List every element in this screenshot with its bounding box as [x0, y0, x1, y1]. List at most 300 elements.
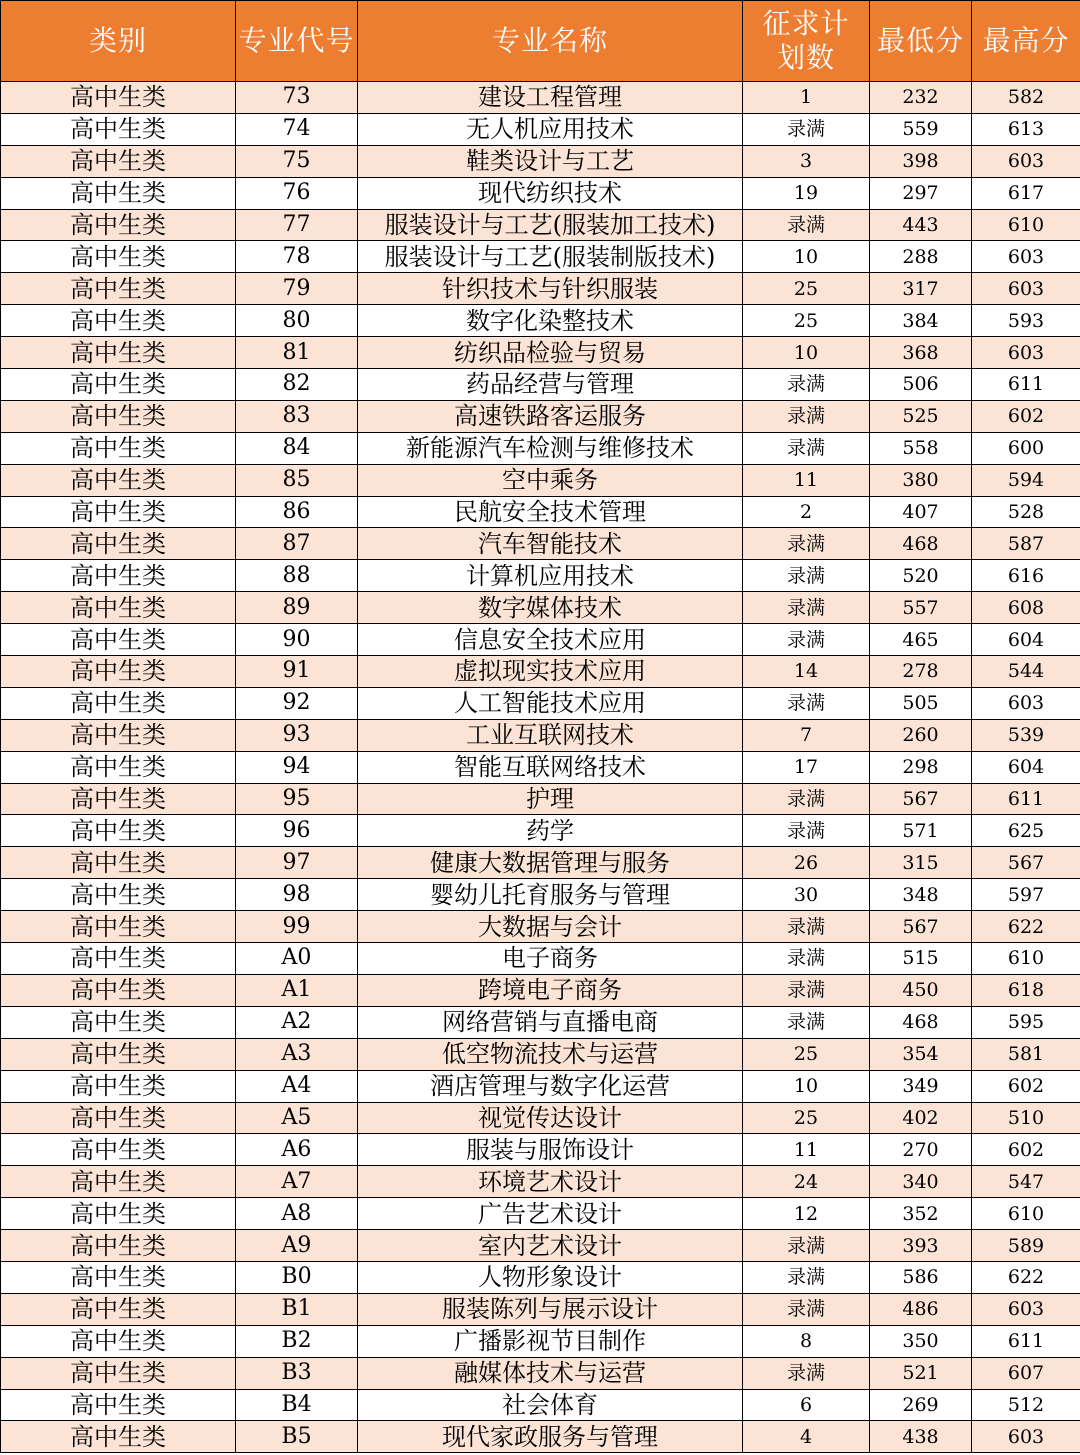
cell-max-score: 611 — [972, 1325, 1080, 1357]
cell-major-name: 人物形象设计 — [358, 1261, 743, 1293]
table-row — [1, 1134, 1080, 1166]
table-row — [1, 687, 1080, 719]
cell-min-score: 352 — [870, 1198, 972, 1230]
header-plan-count: 征求计划数 — [743, 1, 870, 82]
cell-major-name: 大数据与会计 — [358, 911, 743, 943]
cell-plan-count: 录满 — [743, 1357, 870, 1389]
cell-max-score: 594 — [972, 464, 1080, 496]
cell-major-name: 计算机应用技术 — [358, 560, 743, 592]
table-row — [1, 847, 1080, 879]
cell-max-score: 611 — [972, 369, 1080, 401]
header-major-name: 专业名称 — [358, 1, 743, 82]
cell-major-code: A8 — [236, 1198, 358, 1230]
cell-category: 高中生类 — [1, 305, 236, 337]
table-row — [1, 943, 1080, 975]
cell-major-name: 视觉传达设计 — [358, 1102, 743, 1134]
cell-category: 高中生类 — [1, 687, 236, 719]
cell-max-score: 618 — [972, 974, 1080, 1006]
table-row — [1, 560, 1080, 592]
cell-plan-count: 14 — [743, 656, 870, 688]
cell-min-score: 315 — [870, 847, 972, 879]
cell-plan-count: 录满 — [743, 624, 870, 656]
cell-max-score: 510 — [972, 1102, 1080, 1134]
cell-category: 高中生类 — [1, 1421, 236, 1453]
cell-plan-count: 录满 — [743, 113, 870, 145]
cell-max-score: 547 — [972, 1166, 1080, 1198]
cell-category: 高中生类 — [1, 1357, 236, 1389]
cell-major-name: 建设工程管理 — [358, 82, 743, 114]
cell-major-code: 90 — [236, 624, 358, 656]
header-category: 类别 — [1, 1, 236, 82]
cell-min-score: 525 — [870, 400, 972, 432]
cell-max-score: 603 — [972, 241, 1080, 273]
cell-major-name: 融媒体技术与运营 — [358, 1357, 743, 1389]
cell-plan-count: 10 — [743, 1070, 870, 1102]
cell-major-code: 87 — [236, 528, 358, 560]
cell-category: 高中生类 — [1, 1261, 236, 1293]
cell-category: 高中生类 — [1, 432, 236, 464]
cell-major-name: 药学 — [358, 815, 743, 847]
header-min-score: 最低分 — [870, 1, 972, 82]
cell-major-name: 广告艺术设计 — [358, 1198, 743, 1230]
cell-min-score: 571 — [870, 815, 972, 847]
cell-category: 高中生类 — [1, 400, 236, 432]
cell-major-code: A1 — [236, 974, 358, 1006]
cell-min-score: 486 — [870, 1293, 972, 1325]
cell-max-score: 539 — [972, 719, 1080, 751]
cell-major-code: 96 — [236, 815, 358, 847]
table-row — [1, 496, 1080, 528]
cell-category: 高中生类 — [1, 719, 236, 751]
cell-category: 高中生类 — [1, 879, 236, 911]
cell-major-name: 现代家政服务与管理 — [358, 1421, 743, 1453]
table-row — [1, 241, 1080, 273]
cell-category: 高中生类 — [1, 624, 236, 656]
cell-plan-count: 录满 — [743, 400, 870, 432]
cell-min-score: 368 — [870, 337, 972, 369]
cell-min-score: 468 — [870, 528, 972, 560]
cell-category: 高中生类 — [1, 113, 236, 145]
cell-max-score: 602 — [972, 1134, 1080, 1166]
cell-min-score: 465 — [870, 624, 972, 656]
cell-category: 高中生类 — [1, 528, 236, 560]
cell-major-name: 服装与服饰设计 — [358, 1134, 743, 1166]
table-body — [1, 82, 1080, 1453]
cell-major-name: 药品经营与管理 — [358, 369, 743, 401]
cell-min-score: 380 — [870, 464, 972, 496]
table-row — [1, 974, 1080, 1006]
cell-category: 高中生类 — [1, 560, 236, 592]
cell-major-name: 针织技术与针织服装 — [358, 273, 743, 305]
cell-plan-count: 录满 — [743, 1293, 870, 1325]
cell-category: 高中生类 — [1, 1006, 236, 1038]
cell-major-code: 74 — [236, 113, 358, 145]
cell-min-score: 515 — [870, 943, 972, 975]
table-row — [1, 1293, 1080, 1325]
cell-plan-count: 录满 — [743, 560, 870, 592]
cell-max-score: 608 — [972, 592, 1080, 624]
table-row — [1, 209, 1080, 241]
cell-major-name: 工业互联网技术 — [358, 719, 743, 751]
table-row — [1, 1230, 1080, 1262]
cell-category: 高中生类 — [1, 1038, 236, 1070]
table-row — [1, 464, 1080, 496]
table-row — [1, 719, 1080, 751]
cell-plan-count: 录满 — [743, 911, 870, 943]
cell-category: 高中生类 — [1, 911, 236, 943]
cell-plan-count: 26 — [743, 847, 870, 879]
table-row — [1, 879, 1080, 911]
cell-max-score: 567 — [972, 847, 1080, 879]
cell-major-name: 服装设计与工艺(服装加工技术) — [358, 209, 743, 241]
cell-max-score: 528 — [972, 496, 1080, 528]
cell-category: 高中生类 — [1, 815, 236, 847]
table-row — [1, 1102, 1080, 1134]
cell-max-score: 593 — [972, 305, 1080, 337]
cell-min-score: 278 — [870, 656, 972, 688]
table-row — [1, 1038, 1080, 1070]
cell-max-score: 581 — [972, 1038, 1080, 1070]
cell-max-score: 613 — [972, 113, 1080, 145]
cell-category: 高中生类 — [1, 1293, 236, 1325]
cell-major-code: A6 — [236, 1134, 358, 1166]
cell-major-name: 人工智能技术应用 — [358, 687, 743, 719]
table-row — [1, 273, 1080, 305]
cell-plan-count: 19 — [743, 177, 870, 209]
cell-major-name: 智能互联网络技术 — [358, 751, 743, 783]
cell-major-code: B2 — [236, 1325, 358, 1357]
cell-max-score: 610 — [972, 1198, 1080, 1230]
cell-major-name: 跨境电子商务 — [358, 974, 743, 1006]
cell-plan-count: 录满 — [743, 1006, 870, 1038]
cell-plan-count: 录满 — [743, 369, 870, 401]
cell-category: 高中生类 — [1, 783, 236, 815]
cell-category: 高中生类 — [1, 751, 236, 783]
cell-major-code: B0 — [236, 1261, 358, 1293]
table-row — [1, 1070, 1080, 1102]
cell-max-score: 603 — [972, 145, 1080, 177]
table-row — [1, 82, 1080, 114]
cell-major-code: 88 — [236, 560, 358, 592]
cell-min-score: 557 — [870, 592, 972, 624]
cell-min-score: 393 — [870, 1230, 972, 1262]
cell-category: 高中生类 — [1, 273, 236, 305]
cell-min-score: 521 — [870, 1357, 972, 1389]
cell-plan-count: 25 — [743, 305, 870, 337]
cell-major-name: 信息安全技术应用 — [358, 624, 743, 656]
cell-category: 高中生类 — [1, 974, 236, 1006]
cell-category: 高中生类 — [1, 177, 236, 209]
cell-major-name: 新能源汽车检测与维修技术 — [358, 432, 743, 464]
cell-major-name: 虚拟现实技术应用 — [358, 656, 743, 688]
cell-min-score: 269 — [870, 1389, 972, 1421]
table-row — [1, 1389, 1080, 1421]
cell-plan-count: 11 — [743, 464, 870, 496]
table-row — [1, 369, 1080, 401]
cell-max-score: 602 — [972, 400, 1080, 432]
cell-plan-count: 3 — [743, 145, 870, 177]
cell-category: 高中生类 — [1, 82, 236, 114]
cell-max-score: 587 — [972, 528, 1080, 560]
cell-major-code: A5 — [236, 1102, 358, 1134]
cell-major-code: 83 — [236, 400, 358, 432]
cell-plan-count: 24 — [743, 1166, 870, 1198]
cell-max-score: 604 — [972, 751, 1080, 783]
cell-major-code: 77 — [236, 209, 358, 241]
cell-max-score: 622 — [972, 1261, 1080, 1293]
table-row — [1, 783, 1080, 815]
cell-min-score: 443 — [870, 209, 972, 241]
cell-min-score: 520 — [870, 560, 972, 592]
cell-major-code: 82 — [236, 369, 358, 401]
cell-category: 高中生类 — [1, 1166, 236, 1198]
cell-min-score: 348 — [870, 879, 972, 911]
cell-category: 高中生类 — [1, 592, 236, 624]
cell-plan-count: 录满 — [743, 687, 870, 719]
cell-plan-count: 录满 — [743, 1230, 870, 1262]
cell-max-score: 603 — [972, 273, 1080, 305]
cell-plan-count: 2 — [743, 496, 870, 528]
cell-category: 高中生类 — [1, 1325, 236, 1357]
cell-category: 高中生类 — [1, 464, 236, 496]
cell-category: 高中生类 — [1, 847, 236, 879]
cell-plan-count: 录满 — [743, 974, 870, 1006]
cell-plan-count: 录满 — [743, 1261, 870, 1293]
table-row — [1, 656, 1080, 688]
cell-category: 高中生类 — [1, 1102, 236, 1134]
cell-major-code: A3 — [236, 1038, 358, 1070]
cell-major-code: 80 — [236, 305, 358, 337]
cell-category: 高中生类 — [1, 145, 236, 177]
header-row — [1, 1, 1080, 82]
cell-plan-count: 7 — [743, 719, 870, 751]
cell-max-score: 611 — [972, 783, 1080, 815]
cell-major-code: 75 — [236, 145, 358, 177]
cell-plan-count: 4 — [743, 1421, 870, 1453]
cell-max-score: 603 — [972, 687, 1080, 719]
cell-plan-count: 17 — [743, 751, 870, 783]
table-header — [1, 1, 1080, 82]
table-row — [1, 1261, 1080, 1293]
cell-min-score: 354 — [870, 1038, 972, 1070]
cell-major-code: 99 — [236, 911, 358, 943]
cell-major-code: 76 — [236, 177, 358, 209]
cell-max-score: 603 — [972, 337, 1080, 369]
table-row — [1, 592, 1080, 624]
cell-category: 高中生类 — [1, 1389, 236, 1421]
cell-max-score: 597 — [972, 879, 1080, 911]
cell-min-score: 288 — [870, 241, 972, 273]
table-row — [1, 337, 1080, 369]
cell-max-score: 610 — [972, 943, 1080, 975]
table-row — [1, 751, 1080, 783]
cell-max-score: 582 — [972, 82, 1080, 114]
cell-min-score: 558 — [870, 432, 972, 464]
cell-max-score: 512 — [972, 1389, 1080, 1421]
table-row — [1, 624, 1080, 656]
cell-min-score: 317 — [870, 273, 972, 305]
cell-max-score: 604 — [972, 624, 1080, 656]
cell-plan-count: 录满 — [743, 815, 870, 847]
cell-plan-count: 10 — [743, 337, 870, 369]
cell-min-score: 232 — [870, 82, 972, 114]
cell-major-name: 空中乘务 — [358, 464, 743, 496]
cell-min-score: 450 — [870, 974, 972, 1006]
cell-major-name: 纺织品检验与贸易 — [358, 337, 743, 369]
cell-major-name: 鞋类设计与工艺 — [358, 145, 743, 177]
table-row — [1, 145, 1080, 177]
cell-min-score: 506 — [870, 369, 972, 401]
cell-min-score: 407 — [870, 496, 972, 528]
table-row — [1, 1198, 1080, 1230]
cell-min-score: 270 — [870, 1134, 972, 1166]
cell-category: 高中生类 — [1, 656, 236, 688]
cell-major-code: 78 — [236, 241, 358, 273]
cell-min-score: 260 — [870, 719, 972, 751]
cell-plan-count: 25 — [743, 273, 870, 305]
cell-major-code: 84 — [236, 432, 358, 464]
cell-min-score: 567 — [870, 911, 972, 943]
cell-major-name: 婴幼儿托育服务与管理 — [358, 879, 743, 911]
cell-category: 高中生类 — [1, 496, 236, 528]
cell-max-score: 544 — [972, 656, 1080, 688]
cell-max-score: 600 — [972, 432, 1080, 464]
cell-major-code: 93 — [236, 719, 358, 751]
cell-major-name: 室内艺术设计 — [358, 1230, 743, 1262]
cell-min-score: 384 — [870, 305, 972, 337]
cell-plan-count: 8 — [743, 1325, 870, 1357]
cell-major-name: 汽车智能技术 — [358, 528, 743, 560]
cell-min-score: 340 — [870, 1166, 972, 1198]
cell-category: 高中生类 — [1, 337, 236, 369]
cell-plan-count: 6 — [743, 1389, 870, 1421]
cell-min-score: 350 — [870, 1325, 972, 1357]
cell-major-code: B5 — [236, 1421, 358, 1453]
cell-min-score: 438 — [870, 1421, 972, 1453]
cell-major-name: 环境艺术设计 — [358, 1166, 743, 1198]
cell-max-score: 617 — [972, 177, 1080, 209]
cell-plan-count: 录满 — [743, 943, 870, 975]
cell-major-code: A2 — [236, 1006, 358, 1038]
cell-min-score: 398 — [870, 145, 972, 177]
cell-major-name: 数字媒体技术 — [358, 592, 743, 624]
cell-major-code: 98 — [236, 879, 358, 911]
cell-major-name: 高速铁路客运服务 — [358, 400, 743, 432]
cell-major-name: 现代纺织技术 — [358, 177, 743, 209]
cell-max-score: 603 — [972, 1421, 1080, 1453]
cell-major-name: 数字化染整技术 — [358, 305, 743, 337]
cell-plan-count: 录满 — [743, 592, 870, 624]
cell-major-name: 网络营销与直播电商 — [358, 1006, 743, 1038]
cell-major-name: 民航安全技术管理 — [358, 496, 743, 528]
cell-major-name: 广播影视节目制作 — [358, 1325, 743, 1357]
cell-plan-count: 25 — [743, 1038, 870, 1070]
cell-plan-count: 30 — [743, 879, 870, 911]
cell-major-code: B3 — [236, 1357, 358, 1389]
cell-max-score: 625 — [972, 815, 1080, 847]
cell-min-score: 505 — [870, 687, 972, 719]
cell-major-name: 无人机应用技术 — [358, 113, 743, 145]
cell-major-name: 服装陈列与展示设计 — [358, 1293, 743, 1325]
table-row — [1, 400, 1080, 432]
cell-major-code: 81 — [236, 337, 358, 369]
table-row — [1, 1421, 1080, 1453]
table-row — [1, 911, 1080, 943]
cell-max-score: 595 — [972, 1006, 1080, 1038]
cell-plan-count: 录满 — [743, 528, 870, 560]
cell-plan-count: 录满 — [743, 432, 870, 464]
table-row — [1, 815, 1080, 847]
cell-min-score: 349 — [870, 1070, 972, 1102]
cell-category: 高中生类 — [1, 369, 236, 401]
cell-plan-count: 录满 — [743, 209, 870, 241]
cell-major-code: 91 — [236, 656, 358, 688]
cell-min-score: 559 — [870, 113, 972, 145]
cell-max-score: 602 — [972, 1070, 1080, 1102]
cell-major-code: A0 — [236, 943, 358, 975]
cell-min-score: 298 — [870, 751, 972, 783]
cell-plan-count: 录满 — [743, 783, 870, 815]
cell-category: 高中生类 — [1, 943, 236, 975]
cell-plan-count: 12 — [743, 1198, 870, 1230]
cell-major-code: B4 — [236, 1389, 358, 1421]
cell-major-code: A9 — [236, 1230, 358, 1262]
cell-major-name: 酒店管理与数字化运营 — [358, 1070, 743, 1102]
cell-major-name: 护理 — [358, 783, 743, 815]
cell-major-code: 79 — [236, 273, 358, 305]
cell-plan-count: 11 — [743, 1134, 870, 1166]
table-row — [1, 1166, 1080, 1198]
cell-major-code: 89 — [236, 592, 358, 624]
cell-major-code: 95 — [236, 783, 358, 815]
cell-major-code: 94 — [236, 751, 358, 783]
cell-major-name: 社会体育 — [358, 1389, 743, 1421]
table-row — [1, 528, 1080, 560]
cell-major-code: 73 — [236, 82, 358, 114]
cell-min-score: 297 — [870, 177, 972, 209]
cell-major-code: 97 — [236, 847, 358, 879]
header-major-code: 专业代号 — [236, 1, 358, 82]
cell-major-code: 86 — [236, 496, 358, 528]
cell-major-name: 服装设计与工艺(服装制版技术) — [358, 241, 743, 273]
cell-min-score: 586 — [870, 1261, 972, 1293]
cell-major-code: 85 — [236, 464, 358, 496]
cell-category: 高中生类 — [1, 1198, 236, 1230]
cell-max-score: 610 — [972, 209, 1080, 241]
table-row — [1, 432, 1080, 464]
table-row — [1, 1357, 1080, 1389]
cell-category: 高中生类 — [1, 209, 236, 241]
cell-category: 高中生类 — [1, 241, 236, 273]
cell-category: 高中生类 — [1, 1134, 236, 1166]
header-max-score: 最高分 — [972, 1, 1080, 82]
cell-major-code: B1 — [236, 1293, 358, 1325]
table-row — [1, 1006, 1080, 1038]
cell-major-name: 低空物流技术与运营 — [358, 1038, 743, 1070]
cell-max-score: 616 — [972, 560, 1080, 592]
cell-major-name: 健康大数据管理与服务 — [358, 847, 743, 879]
cell-category: 高中生类 — [1, 1070, 236, 1102]
table-row — [1, 113, 1080, 145]
cell-max-score: 589 — [972, 1230, 1080, 1262]
cell-min-score: 402 — [870, 1102, 972, 1134]
cell-major-code: A4 — [236, 1070, 358, 1102]
cell-major-name: 电子商务 — [358, 943, 743, 975]
cell-max-score: 622 — [972, 911, 1080, 943]
cell-category: 高中生类 — [1, 1230, 236, 1262]
cell-plan-count: 10 — [743, 241, 870, 273]
cell-max-score: 603 — [972, 1293, 1080, 1325]
